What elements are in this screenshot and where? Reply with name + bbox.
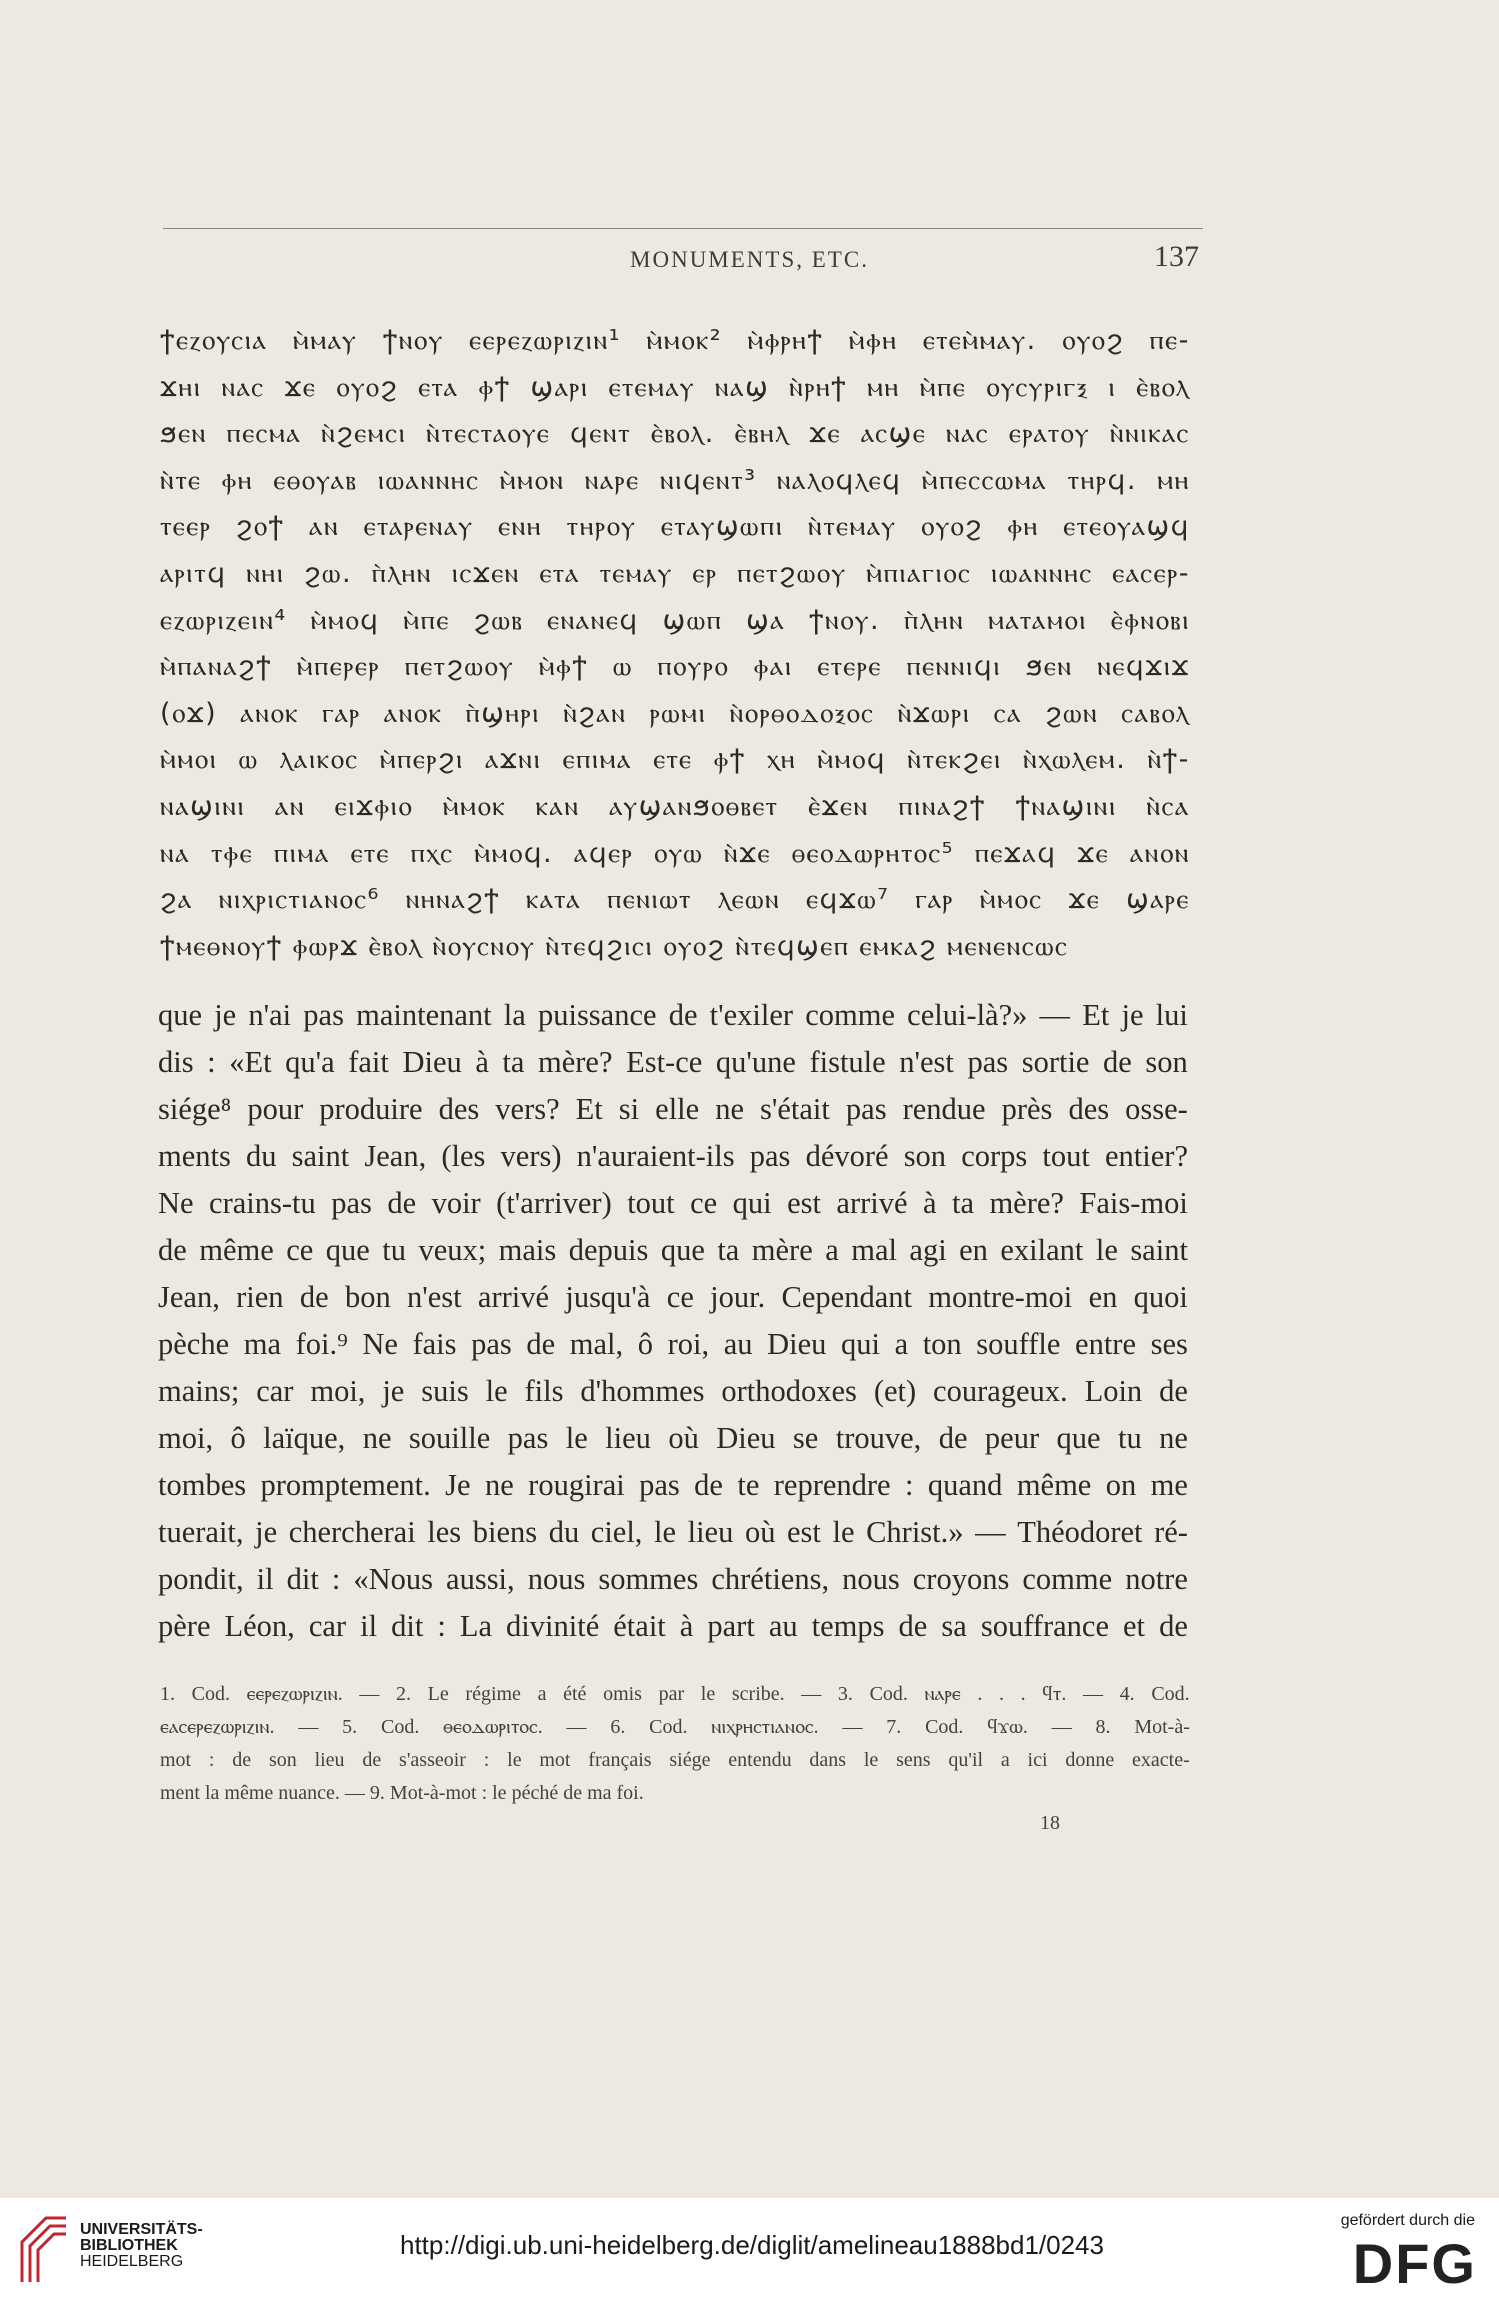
french-line: pondit, il dit : «Nous aussi, nous sommes chrétiens, nous croyons comme notre	[158, 1562, 1188, 1596]
french-line: de même ce que tu veux; mais depuis que ta mère a mal agi en exilant le saint	[158, 1233, 1188, 1267]
footnote-line: ⲉⲁⲥⲉⲣⲉⲍⲱⲣⲓⲍⲓⲛ. — 5. Cod. ⲑⲉⲟⲇⲱⲣⲓⲧⲟⲥ. — 6. Cod. ⲛⲓⲭⲣⲏⲥⲧⲓⲁⲛⲟⲥ. — 7. Cod. ϥϫⲱ. — 8. Mot-à-	[160, 1716, 1190, 1738]
footnote-line: 1. Cod. ⲉⲉⲣⲉⲍⲱⲣⲓⲍⲓⲛ. — 2. Le régime a été omis par le scribe. — 3. Cod. ⲛⲁⲣⲉ . . . ϥⲧ. — 4. Cod.	[160, 1683, 1190, 1705]
coptic-line: ϩⲁ ⲛⲓⲭⲣⲓⲥⲧⲓⲁⲛⲟⲥ⁶ ⲛⲏⲛⲁϩϯ ⲕⲁⲧⲁ ⲡⲉⲛⲓⲱⲧ ⲗⲉⲱⲛ ⲉϥϫⲱ⁷ ⲅⲁⲣ ⲙ̀ⲙⲟⲥ ϫⲉ ϣⲁⲣⲉ	[160, 884, 1190, 916]
coptic-line: ϯⲙⲉⲑⲛⲟⲩϯ ⲫⲱⲣϫ ⲉ̀ⲃⲟⲗ ⲛ̀ⲟⲩⲥⲛⲟⲩ ⲛ̀ⲧⲉϥϩⲓⲥⲓ ⲟⲩⲟϩ ⲛ̀ⲧⲉϥϣⲉⲡ ⲉⲙⲕⲁϩ ⲙⲉⲛⲉⲛⲥⲱⲥ	[160, 930, 1069, 962]
coptic-line: ⲁⲣⲓⲧϥ ⲛⲏⲓ ϩⲱ. ⲡ̀ⲗⲏⲛ ⲓⲥϫⲉⲛ ⲉⲧⲁ ⲧⲉⲙⲁⲩ ⲉⲣ ⲡⲉⲧϩⲱⲟⲩ ⲙ̀ⲡⲓⲁⲅⲓⲟⲥ ⲓⲱⲁⲛⲛⲏⲥ ⲉⲁⲥⲉⲣ-	[160, 557, 1190, 589]
french-line: moi, ô laïque, ne souille pas le lieu où Dieu se trouve, de peur que tu ne	[158, 1421, 1188, 1455]
french-line: pèche ma foi.⁹ Ne fais pas de mal, ô roi, au Dieu qui a ton souffle entre ses	[158, 1327, 1188, 1361]
french-line: tombes promptement. Je ne rougirai pas de te reprendre : quand même on me	[158, 1468, 1188, 1502]
french-line: dis : «Et qu'a fait Dieu à ta mère? Est-ce qu'une fistule n'est pas sortie de son	[158, 1045, 1188, 1079]
coptic-line: ⲛ̀ⲧⲉ ⲫⲏ ⲉⲑⲟⲩⲁⲃ ⲓⲱⲁⲛⲛⲏⲥ ⲙ̀ⲙⲟⲛ ⲛⲁⲣⲉ ⲛⲓϥⲉⲛⲧ³ ⲛⲁⲗⲟϥⲗⲉϥ ⲙ̀ⲡⲉⲥⲥⲱⲙⲁ ⲧⲏⲣϥ. ⲙⲏ	[160, 464, 1190, 496]
french-line: tuerait, je chercherai les biens du ciel, le lieu où est le Christ.» — Théodoret ré-	[158, 1515, 1188, 1549]
french-line: père Léon, car il dit : La divinité était à part au temps de sa souffrance et de	[158, 1609, 1188, 1643]
coptic-line: (ⲟϫ) ⲁⲛⲟⲕ ⲅⲁⲣ ⲁⲛⲟⲕ ⲡ̀ϣⲏⲣⲓ ⲛ̀ϩⲁⲛ ⲣⲱⲙⲓ ⲛ̀ⲟⲣⲑⲟⲇⲟⲝⲟⲥ ⲛ̀ϫⲱⲣⲓ ⲥⲁ ϩⲱⲛ ⲥⲁⲃⲟⲗ	[160, 697, 1190, 729]
library-name	[80, 2222, 203, 2270]
signature-mark: 18	[1040, 1812, 1060, 1834]
footnote-line: mot : de son lieu de s'asseoir : le mot français siége entendu dans le sens qu'il a ici donne exacte-	[160, 1749, 1190, 1771]
page-number: 137	[1154, 240, 1199, 273]
footnotes-block	[160, 1678, 1190, 1810]
french-line: Jean, rien de bon n'est arrivé jusqu'à ce jour. Cependant montre-moi en quoi	[158, 1280, 1188, 1314]
coptic-line: ϧⲉⲛ ⲡⲉⲥⲙⲁ ⲛ̀ϩⲉⲙⲥⲓ ⲛ̀ⲧⲉⲥⲧⲁⲟⲩⲉ ϥⲉⲛⲧ ⲉ̀ⲃⲟⲗ. ⲉ̀ⲃⲏⲗ ϫⲉ ⲁⲥϣⲉ ⲛⲁⲥ ⲉⲣⲁⲧⲟⲩ ⲛ̀ⲛⲓⲕⲁⲥ	[160, 418, 1190, 450]
french-line: Ne crains-tu pas de voir (t'arriver) tout ce qui est arrivé à ta mère? Fais-moi	[158, 1186, 1188, 1220]
dfg-logo: DFG	[1352, 2232, 1477, 2295]
coptic-line: ⲙ̀ⲙⲟⲓ ⲱ ⲗⲁⲓⲕⲟⲥ ⲙ̀ⲡⲉⲣϩⲓ ⲁϫⲛⲓ ⲉⲡⲓⲙⲁ ⲉⲧⲉ ⲫϯ ⲭⲏ ⲙ̀ⲙⲟϥ ⲛ̀ⲧⲉⲕϩⲉⲓ ⲛ̀ⲭⲱⲗⲉⲙ. ⲛ̀ϯ-	[160, 744, 1190, 776]
footnote-line: ment la même nuance. — 9. Mot-à-mot : le péché de ma foi.	[160, 1782, 644, 1804]
library-name-line: HEIDELBERG	[80, 2253, 184, 2270]
digitization-footer	[0, 2198, 1499, 2300]
french-line: siége⁸ pour produire des vers? Et si elle ne s'était pas rendue près des osse-	[158, 1092, 1188, 1126]
running-head: MONUMENTS, ETC.	[630, 247, 869, 272]
coptic-line: ⲛⲁϣⲓⲛⲓ ⲁⲛ ⲉⲓϫⲫⲓⲟ ⲙ̀ⲙⲟⲕ ⲕⲁⲛ ⲁⲩϣⲁⲛϧⲟⲑⲃⲉⲧ ⲉ̀ϫⲉⲛ ⲡⲓⲛⲁϩϯ ϯⲛⲁϣⲓⲛⲓ ⲛ̀ⲥⲁ	[160, 790, 1190, 822]
library-name-line: UNIVERSITÄTS-	[80, 2221, 203, 2238]
coptic-line: ⲙ̀ⲡⲁⲛⲁϩϯ ⲙ̀ⲡⲉⲣⲉⲣ ⲡⲉⲧϩⲱⲟⲩ ⲙ̀ⲫϯ ⲱ ⲡⲟⲩⲣⲟ ⲫⲁⲓ ⲉⲧⲉⲣⲉ ⲡⲉⲛⲛⲓϥⲓ ϧⲉⲛ ⲛⲉϥϫⲓϫ	[160, 651, 1190, 683]
french-line: que je n'ai pas maintenant la puissance de t'exiler comme celui-là?» — Et je lui	[158, 998, 1188, 1032]
library-logo-icon	[16, 2212, 72, 2286]
permalink-url[interactable]: http://digi.ub.uni-heidelberg.de/diglit/amelineau1888bd1/0243	[400, 2230, 1104, 2260]
coptic-line: ⲛⲁ ⲧⲫⲉ ⲡⲓⲙⲁ ⲉⲧⲉ ⲡⲭⲥ ⲙ̀ⲙⲟϥ. ⲁϥⲉⲣ ⲟⲩⲱ ⲛ̀ϫⲉ ⲑⲉⲟⲇⲱⲣⲏⲧⲟⲥ⁵ ⲡⲉϫⲁϥ ϫⲉ ⲁⲛⲟⲛ	[160, 837, 1190, 869]
french-line: mains; car moi, je suis le fils d'hommes orthodoxes (et) courageux. Loin de	[158, 1374, 1188, 1408]
coptic-line: ϫⲏⲓ ⲛⲁⲥ ϫⲉ ⲟⲩⲟϩ ⲉⲧⲁ ⲫϯ ϣⲁⲣⲓ ⲉⲧⲉⲙⲁⲩ ⲛⲁϣ ⲛ̀ⲣⲏϯ ⲙⲏ ⲙ̀ⲡⲉ ⲟⲩⲥⲩⲣⲓⲅⲝ ⲓ ⲉ̀ⲃⲟⲗ	[160, 371, 1190, 403]
french-translation-block	[158, 992, 1188, 1650]
coptic-line: ϯⲉⲍⲟⲩⲥⲓⲁ ⲙ̀ⲙⲁⲩ ϯⲛⲟⲩ ⲉⲉⲣⲉⲍⲱⲣⲓⲍⲓⲛ¹ ⲙ̀ⲙⲟⲕ² ⲙ̀ⲫⲣⲏϯ ⲙ̀ⲫⲏ ⲉⲧⲉⲙ̀ⲙⲁⲩ. ⲟⲩⲟϩ ⲡⲉ-	[160, 325, 1190, 356]
library-name-line: BIBLIOTHEK	[80, 2237, 178, 2254]
coptic-line: ⲉⲍⲱⲣⲓⲍⲉⲓⲛ⁴ ⲙ̀ⲙⲟϥ ⲙ̀ⲡⲉ ϩⲱⲃ ⲉⲛⲁⲛⲉϥ ϣⲱⲡ ϣⲁ ϯⲛⲟⲩ. ⲡ̀ⲗⲏⲛ ⲙⲁⲧⲁⲙⲟⲓ ⲉ̀ⲫⲛⲟⲃⲓ	[160, 604, 1190, 636]
coptic-text-block	[160, 318, 1190, 970]
french-line: ments du saint Jean, (les vers) n'auraient-ils pas dévoré son corps tout entier?	[158, 1139, 1188, 1173]
funder-caption: gefördert durch die	[1340, 2212, 1475, 2229]
header-rule	[163, 228, 1203, 229]
coptic-line: ⲧⲉⲉⲣ ϩⲟϯ ⲁⲛ ⲉⲧⲁⲣⲉⲛⲁⲩ ⲉⲛⲏ ⲧⲏⲣⲟⲩ ⲉⲧⲁⲩϣⲱⲡⲓ ⲛ̀ⲧⲉⲙⲁⲩ ⲟⲩⲟϩ ⲫⲏ ⲉⲧⲉⲟⲩⲁϣϥ	[160, 511, 1190, 543]
